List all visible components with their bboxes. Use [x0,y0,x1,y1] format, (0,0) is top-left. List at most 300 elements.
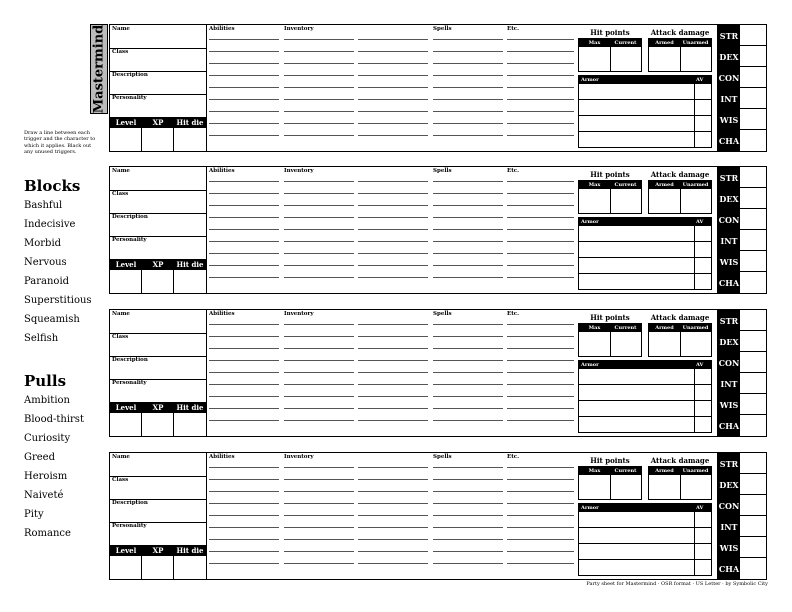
writing-line[interactable] [358,479,428,480]
writing-line[interactable] [209,515,279,516]
writing-line[interactable] [507,193,574,194]
stat-field[interactable] [740,474,767,495]
armor-row[interactable] [579,116,711,132]
writing-line[interactable] [507,479,574,480]
writing-line[interactable] [209,467,279,468]
writing-line[interactable] [284,491,354,492]
hit-die-field[interactable] [174,270,206,293]
stat-field[interactable] [740,88,767,109]
attack-damage-box [648,466,712,500]
writing-line[interactable] [284,527,354,528]
writing-line[interactable] [507,87,574,88]
writing-line[interactable] [284,551,354,552]
writing-line[interactable] [433,241,503,242]
writing-line[interactable] [209,420,279,421]
stat-field[interactable] [740,373,767,394]
pull-trigger[interactable]: Heroism [24,471,68,482]
writing-line[interactable] [284,135,354,136]
writing-line[interactable] [507,336,574,337]
writing-line[interactable] [433,277,503,278]
writing-line[interactable] [507,527,574,528]
pull-trigger[interactable]: Blood-thirst [24,414,84,425]
writing-line[interactable] [433,372,503,373]
armed-field[interactable] [649,332,681,356]
xp-field[interactable] [142,413,174,436]
writing-line[interactable] [358,384,428,385]
writing-line[interactable] [209,539,279,540]
writing-line[interactable] [358,348,428,349]
stat-field[interactable] [740,352,767,373]
block-trigger[interactable]: Selfish [24,333,59,344]
writing-line[interactable] [433,551,503,552]
writing-line[interactable] [433,491,503,492]
writing-line[interactable] [433,527,503,528]
hit-die-field[interactable] [174,128,206,151]
writing-line[interactable] [284,563,354,564]
class-field[interactable] [110,333,206,357]
writing-line[interactable] [358,39,428,40]
stat-label: DEX [718,46,740,67]
xp-field[interactable] [142,556,174,579]
block-trigger[interactable]: Paranoid [24,276,70,287]
hp-max-field[interactable] [579,332,611,356]
writing-line[interactable] [284,515,354,516]
stat-field[interactable] [740,130,767,150]
writing-line[interactable] [284,241,354,242]
writing-line[interactable] [209,123,279,124]
writing-line[interactable] [507,503,574,504]
stat-label: DEX [718,188,740,209]
writing-line[interactable] [507,551,574,552]
stat-field[interactable] [740,516,767,537]
name-field[interactable] [110,167,206,191]
armor-row[interactable] [579,417,711,432]
class-tab-label: Mastermind [91,24,107,114]
writing-line[interactable] [507,99,574,100]
writing-line[interactable] [358,205,428,206]
writing-line[interactable] [209,336,279,337]
writing-line[interactable] [284,503,354,504]
level-field[interactable] [110,128,142,151]
writing-line[interactable] [284,467,354,468]
writing-line[interactable] [284,253,354,254]
level-label: Level [115,118,137,127]
block-trigger[interactable]: Squeamish [24,314,80,325]
writing-line[interactable] [284,51,354,52]
stat-field[interactable] [740,67,767,88]
writing-line[interactable] [358,515,428,516]
armor-row[interactable] [579,242,711,258]
writing-line[interactable] [284,193,354,194]
writing-line[interactable] [358,229,428,230]
armor-row[interactable] [579,84,711,100]
writing-line[interactable] [209,205,279,206]
writing-line[interactable] [507,348,574,349]
writing-line[interactable] [284,277,354,278]
personality-field[interactable] [110,379,206,402]
writing-line[interactable] [358,372,428,373]
writing-line[interactable] [209,253,279,254]
writing-line[interactable] [209,265,279,266]
block-trigger[interactable]: Nervous [24,257,67,268]
writing-line[interactable] [284,87,354,88]
writing-line[interactable] [433,51,503,52]
block-trigger[interactable]: Morbid [24,238,62,249]
writing-line[interactable] [209,99,279,100]
writing-line[interactable] [358,253,428,254]
block-trigger[interactable]: Indecisive [24,219,76,230]
writing-line[interactable] [358,241,428,242]
writing-line[interactable] [209,563,279,564]
description-field[interactable] [110,213,206,237]
unarmed-field[interactable] [681,47,711,71]
hit-points-box [578,323,642,357]
hp-current-field[interactable] [611,189,641,213]
level-field[interactable] [110,556,142,579]
writing-line[interactable] [284,99,354,100]
identity-section [110,25,207,151]
writing-line[interactable] [433,193,503,194]
hp-max-field[interactable] [579,189,611,213]
personality-field[interactable] [110,94,206,117]
writing-line[interactable] [209,324,279,325]
writing-line[interactable] [284,205,354,206]
stat-field[interactable] [740,415,767,435]
writing-line[interactable] [209,193,279,194]
writing-line[interactable] [284,229,354,230]
writing-line[interactable] [507,420,574,421]
writing-line[interactable] [358,503,428,504]
armor-row[interactable] [579,544,711,560]
writing-line[interactable] [358,265,428,266]
hit-die-field[interactable] [174,413,206,436]
xp-field[interactable] [142,270,174,293]
writing-line[interactable] [209,181,279,182]
xp-field[interactable] [142,128,174,151]
writing-line[interactable] [433,479,503,480]
armor-row[interactable] [579,100,711,116]
writing-line[interactable] [358,420,428,421]
writing-line[interactable] [507,360,574,361]
stat-field[interactable] [740,495,767,516]
xp-label: XP [152,118,164,127]
pull-trigger[interactable]: Greed [24,452,56,463]
writing-line[interactable] [433,217,503,218]
writing-line[interactable] [358,396,428,397]
writing-line[interactable] [284,75,354,76]
writing-line[interactable] [433,39,503,40]
writing-line[interactable] [284,360,354,361]
writing-line[interactable] [284,111,354,112]
writing-line[interactable] [358,123,428,124]
writing-line[interactable] [209,241,279,242]
writing-line[interactable] [507,515,574,516]
pull-trigger[interactable]: Curiosity [24,433,71,444]
writing-line[interactable] [507,229,574,230]
writing-line[interactable] [284,217,354,218]
writing-line[interactable] [209,408,279,409]
armed-field[interactable] [649,47,681,71]
writing-line[interactable] [209,479,279,480]
level-field[interactable] [110,413,142,436]
personality-field[interactable] [110,236,206,259]
writing-line[interactable] [284,123,354,124]
armor-row[interactable] [579,258,711,274]
writing-line[interactable] [358,563,428,564]
hp-current-field[interactable] [611,475,641,499]
writing-line[interactable] [358,324,428,325]
writing-line[interactable] [284,265,354,266]
armed-label: Armed [655,182,674,188]
writing-line[interactable] [433,360,503,361]
writing-line[interactable] [284,539,354,540]
description-field[interactable] [110,499,206,523]
writing-line[interactable] [209,503,279,504]
personality-field[interactable] [110,522,206,545]
xp-label: XP [152,546,164,555]
writing-line[interactable] [284,181,354,182]
writing-line[interactable] [433,515,503,516]
unarmed-field[interactable] [681,332,711,356]
stat-field[interactable] [740,558,767,578]
armor-label: Armor [581,219,599,225]
writing-line[interactable] [209,360,279,361]
writing-line[interactable] [433,229,503,230]
armed-label: Armed [655,468,674,474]
stat-field[interactable] [740,209,767,230]
writing-line[interactable] [358,467,428,468]
writing-line[interactable] [433,408,503,409]
name-field[interactable] [110,25,206,49]
writing-line[interactable] [507,467,574,468]
stat-field[interactable] [740,46,767,67]
writing-line[interactable] [507,253,574,254]
writing-line[interactable] [358,277,428,278]
writing-line[interactable] [209,87,279,88]
armor-row[interactable] [579,512,711,528]
writing-line[interactable] [433,348,503,349]
pull-trigger[interactable]: Naiveté [24,490,64,501]
writing-line[interactable] [209,217,279,218]
writing-line[interactable] [209,51,279,52]
writing-line[interactable] [358,181,428,182]
writing-line[interactable] [358,336,428,337]
writing-line[interactable] [358,99,428,100]
stat-label: CHA [718,130,740,151]
writing-line[interactable] [358,360,428,361]
name-label: Name [112,168,130,174]
writing-line[interactable] [209,111,279,112]
stat-field[interactable] [740,188,767,209]
writing-line[interactable] [209,63,279,64]
level-field[interactable] [110,270,142,293]
stat-field[interactable] [740,25,767,46]
writing-line[interactable] [433,99,503,100]
writing-line[interactable] [507,51,574,52]
writing-line[interactable] [209,229,279,230]
unarmed-field[interactable] [681,189,711,213]
armor-row[interactable] [579,226,711,242]
writing-line[interactable] [507,181,574,182]
writing-line[interactable] [209,527,279,528]
armor-row[interactable] [579,528,711,544]
hp-max-field[interactable] [579,475,611,499]
stat-label: INT [718,88,740,109]
name-field[interactable] [110,310,206,334]
description-field[interactable] [110,71,206,95]
writing-line[interactable] [284,348,354,349]
writing-line[interactable] [284,372,354,373]
writing-line[interactable] [507,217,574,218]
writing-line[interactable] [507,205,574,206]
hit-die-field[interactable] [174,556,206,579]
writing-line[interactable] [433,205,503,206]
writing-line[interactable] [433,336,503,337]
class-field[interactable] [110,476,206,500]
writing-line[interactable] [433,384,503,385]
writing-line[interactable] [433,135,503,136]
pull-trigger[interactable]: Ambition [24,395,70,406]
writing-line[interactable] [507,539,574,540]
writing-line[interactable] [284,336,354,337]
writing-line[interactable] [507,75,574,76]
writing-line[interactable] [209,39,279,40]
writing-line[interactable] [507,39,574,40]
writing-line[interactable] [433,539,503,540]
writing-line[interactable] [433,87,503,88]
writing-line[interactable] [507,563,574,564]
writing-line[interactable] [358,51,428,52]
writing-line[interactable] [284,479,354,480]
armed-field[interactable] [649,475,681,499]
writing-line[interactable] [209,75,279,76]
writing-line[interactable] [284,396,354,397]
writing-line[interactable] [507,241,574,242]
armor-row[interactable] [579,369,711,385]
stat-field[interactable] [740,272,767,292]
class-field[interactable] [110,48,206,72]
block-trigger[interactable]: Bashful [24,200,63,211]
armor-row[interactable] [579,132,711,147]
writing-line[interactable] [284,324,354,325]
writing-line[interactable] [358,63,428,64]
writing-line[interactable] [433,467,503,468]
hp-current-field[interactable] [611,332,641,356]
ability-scores [717,310,767,436]
name-field[interactable] [110,453,206,477]
writing-line[interactable] [507,111,574,112]
writing-line[interactable] [507,277,574,278]
writing-line[interactable] [284,420,354,421]
writing-line[interactable] [209,396,279,397]
writing-line[interactable] [507,63,574,64]
stat-field[interactable] [740,310,767,331]
pull-trigger[interactable]: Romance [24,528,71,539]
writing-line[interactable] [507,396,574,397]
writing-line[interactable] [507,265,574,266]
writing-line[interactable] [507,384,574,385]
writing-line[interactable] [433,324,503,325]
writing-line[interactable] [358,491,428,492]
writing-line[interactable] [433,563,503,564]
writing-line[interactable] [433,396,503,397]
writing-line[interactable] [358,408,428,409]
writing-line[interactable] [433,181,503,182]
stat-field[interactable] [740,537,767,558]
writing-line[interactable] [209,135,279,136]
writing-line[interactable] [358,75,428,76]
armor-row[interactable] [579,385,711,401]
spells-label: Spells [433,168,452,174]
writing-line[interactable] [507,491,574,492]
writing-line[interactable] [358,193,428,194]
armor-row[interactable] [579,560,711,575]
armed-field[interactable] [649,189,681,213]
stat-field[interactable] [740,230,767,251]
writing-line[interactable] [507,408,574,409]
writing-line[interactable] [358,527,428,528]
unarmed-field[interactable] [681,475,711,499]
writing-line[interactable] [358,135,428,136]
writing-line[interactable] [358,87,428,88]
writing-line[interactable] [433,123,503,124]
writing-line[interactable] [209,277,279,278]
writing-line[interactable] [433,265,503,266]
stat-label: DEX [718,331,740,352]
description-field[interactable] [110,356,206,380]
writing-line[interactable] [358,217,428,218]
writing-line[interactable] [209,372,279,373]
writing-line[interactable] [507,135,574,136]
writing-line[interactable] [284,63,354,64]
writing-line[interactable] [507,372,574,373]
stat-field[interactable] [740,394,767,415]
stat-field[interactable] [740,453,767,474]
stat-field[interactable] [740,251,767,272]
writing-line[interactable] [433,253,503,254]
writing-line[interactable] [433,75,503,76]
writing-line[interactable] [433,420,503,421]
stat-field[interactable] [740,167,767,188]
writing-line[interactable] [507,123,574,124]
armor-row[interactable] [579,274,711,289]
writing-line[interactable] [433,63,503,64]
pull-trigger[interactable]: Pity [24,509,44,520]
writing-line[interactable] [209,551,279,552]
writing-line[interactable] [507,324,574,325]
progress-header [110,545,206,556]
class-field[interactable] [110,190,206,214]
stat-field[interactable] [740,109,767,130]
hp-current-field[interactable] [611,47,641,71]
writing-line[interactable] [284,384,354,385]
writing-line[interactable] [284,39,354,40]
writing-line[interactable] [358,551,428,552]
writing-line[interactable] [209,348,279,349]
hp-max-field[interactable] [579,47,611,71]
writing-line[interactable] [433,111,503,112]
writing-line[interactable] [284,408,354,409]
writing-line[interactable] [358,111,428,112]
writing-line[interactable] [209,491,279,492]
ability-scores [717,167,767,293]
stat-field[interactable] [740,331,767,352]
writing-line[interactable] [433,503,503,504]
writing-line[interactable] [209,384,279,385]
writing-line[interactable] [358,539,428,540]
armor-row[interactable] [579,401,711,417]
block-trigger[interactable]: Superstitious [24,295,92,306]
